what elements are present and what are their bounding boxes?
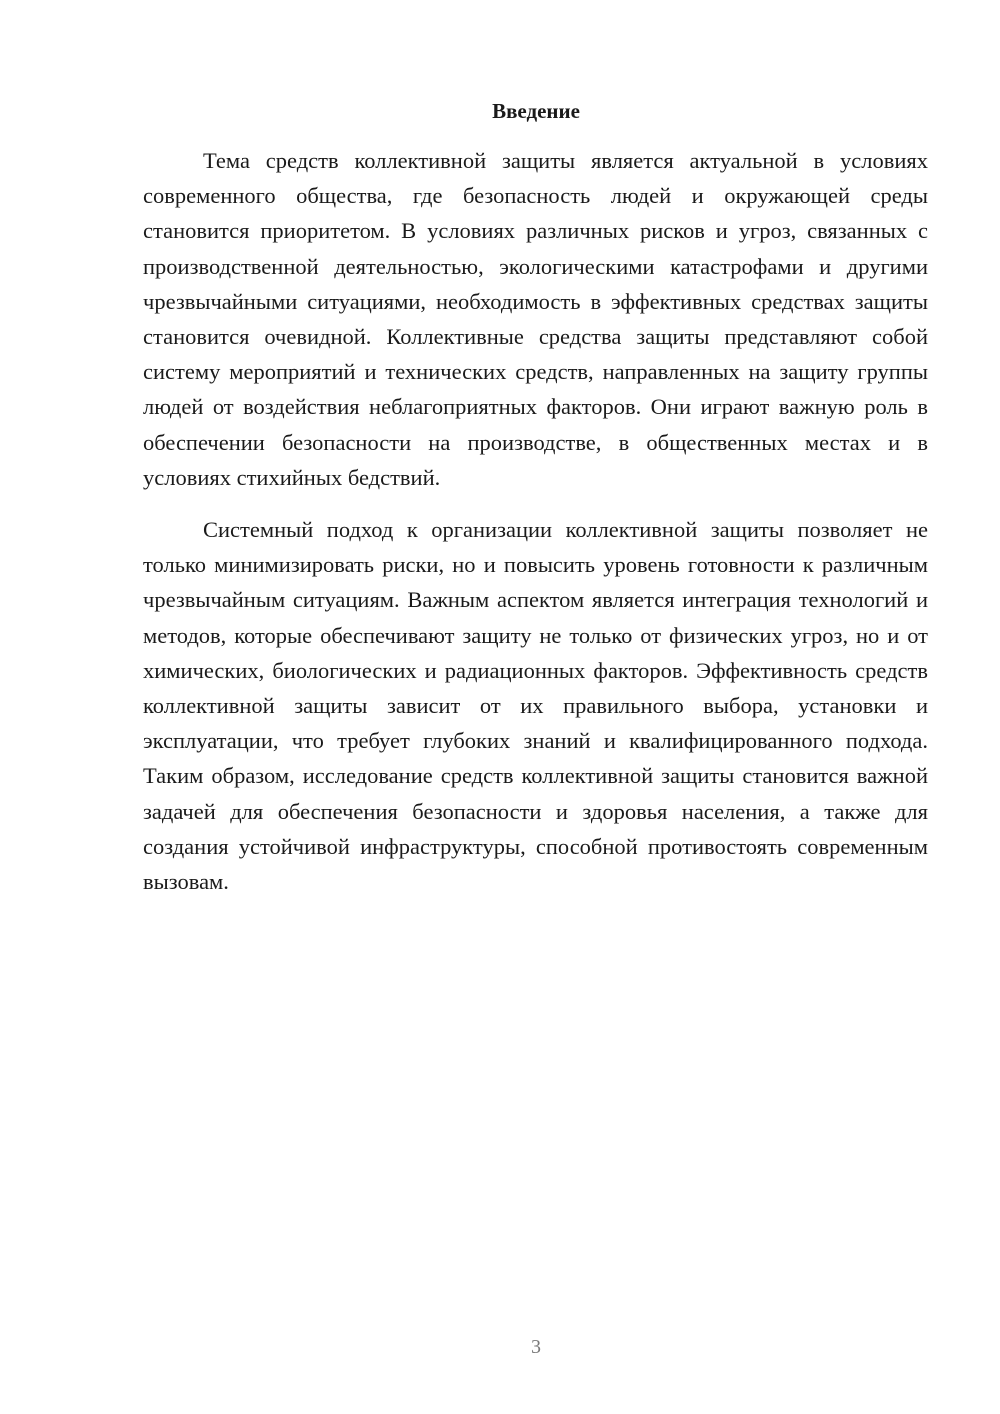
paragraph-2: Системный подход к организации коллективной защиты позволяет не только минимизировать риски, но и повысить уровень готовности к различным чрезвычайным ситуациям. Важным аспектом является интеграция технологий и методов, которые обеспечивают защиту не только от физических угроз, но и от химических, биологических и радиационных факторов. Эффективность средств коллективной защиты зависит от их правильного выбора, установки и эксплуатации, что требует глубоких знаний и квалифицированного подхода. Таким образом, исследование средств коллективной защиты становится важной задачей для обеспечения безопасности и здоровья населения, а также для создания устойчивой инфраструктуры, способной противостоять современным вызовам. [143, 517, 928, 895]
section-heading: Введение [492, 99, 580, 123]
document-body [143, 143, 928, 899]
page-number: 3 [531, 1336, 541, 1358]
paragraph-1: Тема средств коллективной защиты является актуальной в условиях современного общества, где безопасность людей и окружающей среды становится приоритетом. В условиях различных рисков и угроз, связанных с производственной деятельностью, экологическими катастрофами и другими чрезвычайными ситуациями, необходимость в эффективных средствах защиты становится очевидной. Коллективные средства защиты представляют собой систему мероприятий и технических средств, направленных на защиту группы людей от воздействия неблагоприятных факторов. Они играют важную роль в обеспечении безопасности на производстве, в общественных местах и в условиях стихийных бедствий. [143, 148, 928, 490]
